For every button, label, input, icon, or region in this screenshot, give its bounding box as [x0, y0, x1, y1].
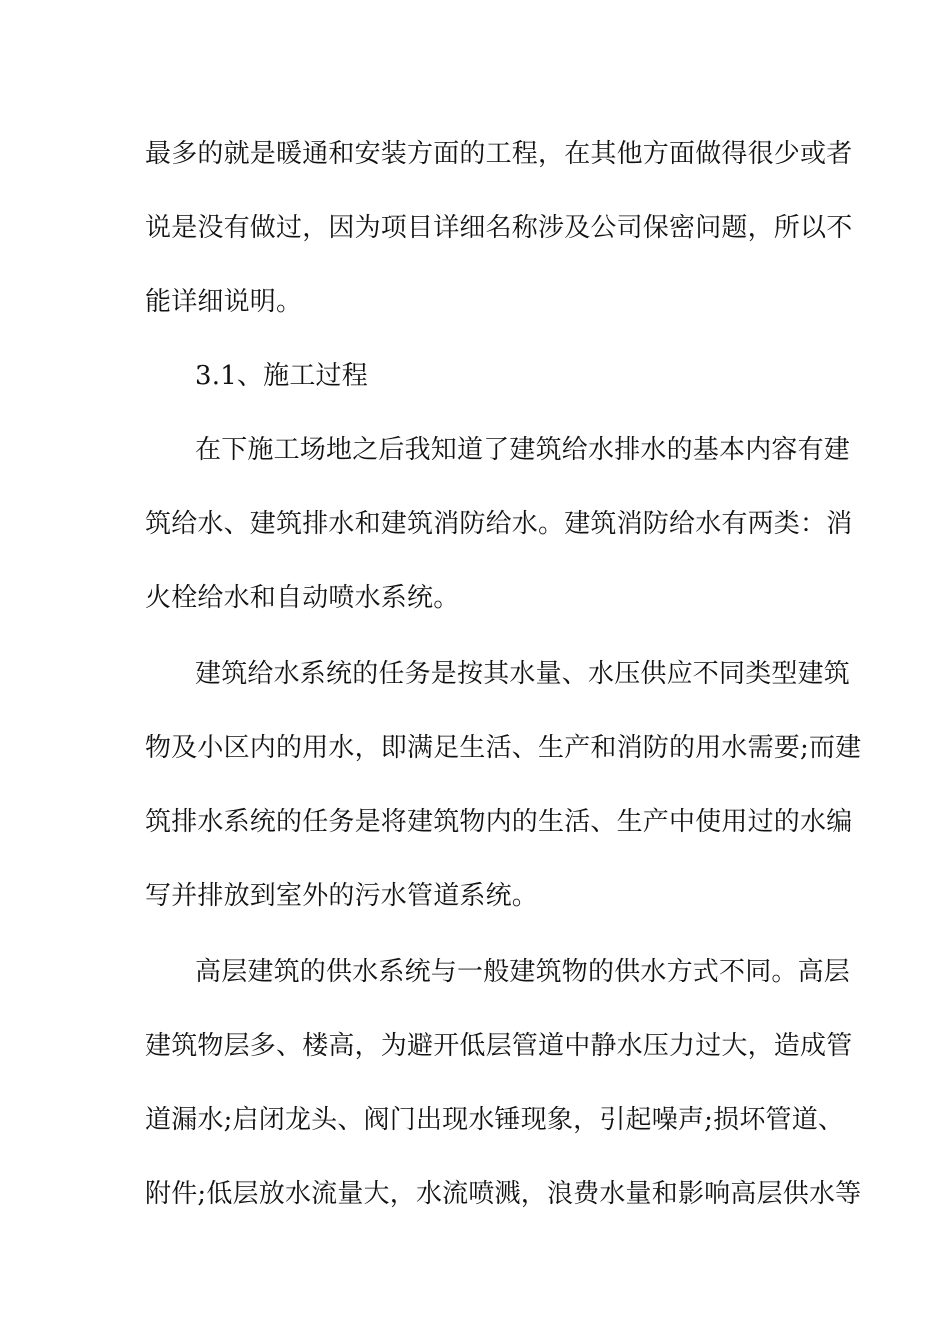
text-line: 火栓给水和自动喷水系统。 [145, 583, 460, 613]
text-line: 说是没有做过，因为项目详细名称涉及公司保密问题，所以不 [145, 213, 853, 243]
text-line: 写并排放到室外的污水管道系统。 [145, 881, 539, 911]
text-line: 物及小区内的用水，即满足生活、生产和消防的用水需要;而建 [145, 733, 862, 763]
text-line: 附件;低层放水流量大，水流喷溅，浪费水量和影响高层供水等 [145, 1179, 862, 1209]
text-line: 筑排水系统的任务是将建筑物内的生活、生产中使用过的水编 [145, 807, 853, 837]
section-heading: 3.1、施工过程 [195, 361, 368, 391]
text-line: 高层建筑的供水系统与一般建筑物的供水方式不同。高层 [195, 957, 851, 987]
text-line: 建筑给水系统的任务是按其水量、水压供应不同类型建筑 [195, 659, 851, 689]
text-line: 最多的就是暖通和安装方面的工程，在其他方面做得很少或者 [145, 139, 853, 169]
text-line: 在下施工场地之后我知道了建筑给水排水的基本内容有建 [195, 435, 851, 465]
text-line: 道漏水;启闭龙头、阀门出现水锤现象，引起噪声;损坏管道、 [145, 1105, 845, 1135]
text-line: 筑给水、建筑排水和建筑消防给水。建筑消防给水有两类：消 [145, 509, 853, 539]
text-line: 能详细说明。 [145, 287, 303, 317]
text-line: 建筑物层多、楼高，为避开低层管道中静水压力过大，造成管 [145, 1031, 853, 1061]
